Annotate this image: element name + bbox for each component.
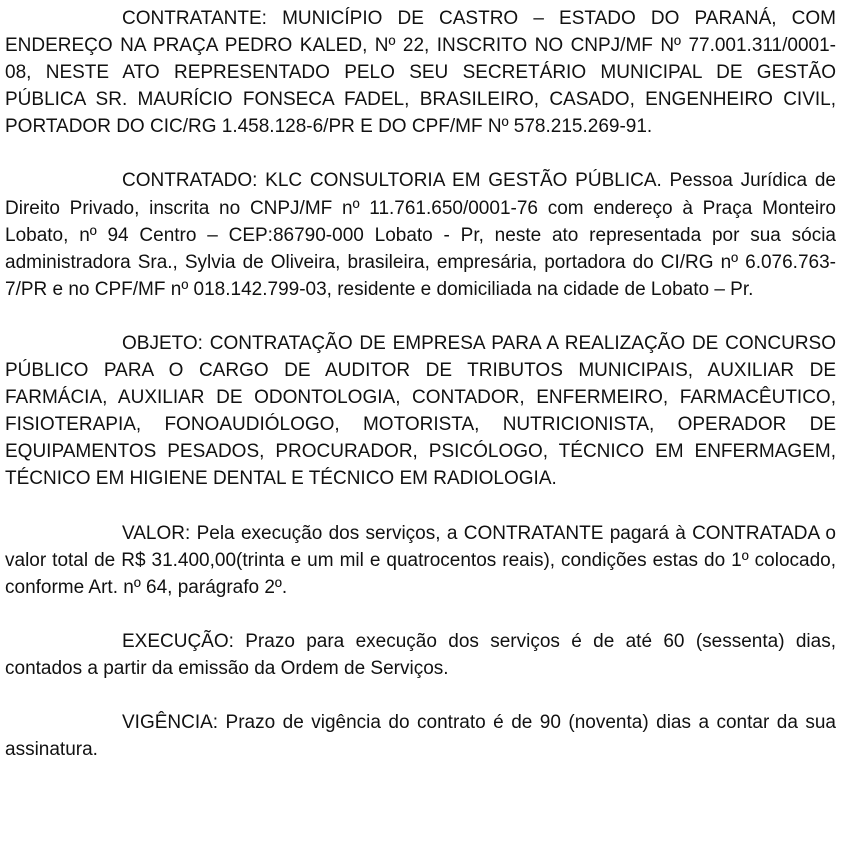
paragraph-contratante — [5, 5, 836, 140]
vigencia-label: VIGÊNCIA: — [122, 711, 219, 733]
document-body — [5, 5, 836, 763]
paragraph-vigencia — [5, 709, 836, 763]
objeto-text: OBJETO: CONTRATAÇÃO DE EMPRESA PARA A REALIZAÇÃO DE CONCURSO PÚBLICO PARA O CARGO DE AUDITOR DE TRIBUTOS MUNICIPAIS, AUXILIAR DE FARMÁCIA, AUXILIAR DE ODONTOLOGIA, CONTADOR, ENFERMEIRO, FARMACÊUTICO, FISIOTERAPIA, FONOAUDIÓLOGO, MOTORISTA, NUTRICIONISTA, OPERADOR DE EQUIPAMENTOS PESADOS, PROCURADOR, PSICÓLOGO, TÉCNICO EM ENFERMAGEM, TÉCNICO EM HIGIENE DENTAL E TÉCNICO EM RADIOLOGIA. — [5, 332, 836, 490]
execucao-label: EXECUÇÃO: — [122, 630, 234, 652]
contratante-text: CONTRATANTE: MUNICÍPIO DE CASTRO – ESTADO DO PARANÁ, COM ENDEREÇO NA PRAÇA PEDRO KALED, Nº 22, INSCRITO NO CNPJ/MF Nº 77.001.311/0001-08, NESTE ATO REPRESENTADO PELO SEU SECRETÁRIO MUNICIPAL DE GESTÃO PÚBLICA SR. MAURÍCIO FONSECA FADEL, BRASILEIRO, CASADO, ENGENHEIRO CIVIL, PORTADOR DO CIC/RG 1.458.128-6/PR E DO CPF/MF Nº 578.215.269-91. — [5, 8, 836, 138]
valor-text: Pela execução dos serviços, a CONTRATANTE pagará à CONTRATADA o valor total de R$ 31.400,00(trinta e um mil e quatrocentos reais), condições estas do 1º colocado, conforme Art. nº 64, parágrafo 2º. — [5, 522, 836, 598]
execucao-text: Prazo para execução dos serviços é de até 60 (sessenta) dias, contados a partir da emissão da Ordem de Serviços. — [5, 630, 836, 679]
valor-label: VALOR: — [122, 522, 191, 544]
paragraph-contratado — [5, 167, 836, 302]
paragraph-objeto — [5, 330, 836, 493]
contratado-label: CONTRATADO: KLC CONSULTORIA EM GESTÃO PÚBLICA. — [122, 170, 662, 192]
paragraph-valor — [5, 520, 836, 601]
paragraph-execucao — [5, 628, 836, 682]
vigencia-text: Prazo de vigência do contrato é de 90 (noventa) dias a contar da sua assinatura. — [5, 711, 836, 761]
contratado-text: Pessoa Jurídica de Direito Privado, inscrita no CNPJ/MF nº 11.761.650/0001-76 com endereço à Praça Monteiro Lobato, nº 94 Centro – CEP:86790-000 Lobato - Pr, neste ato representada por sua sócia administradora Sra., Sylvia de Oliveira, brasileira, empresária, portadora do CI/RG nº 6.076.763-7/PR e no CPF/MF nº 018.142.799-03, residente e domiciliada na cidade de Lobato – Pr. — [5, 170, 836, 300]
